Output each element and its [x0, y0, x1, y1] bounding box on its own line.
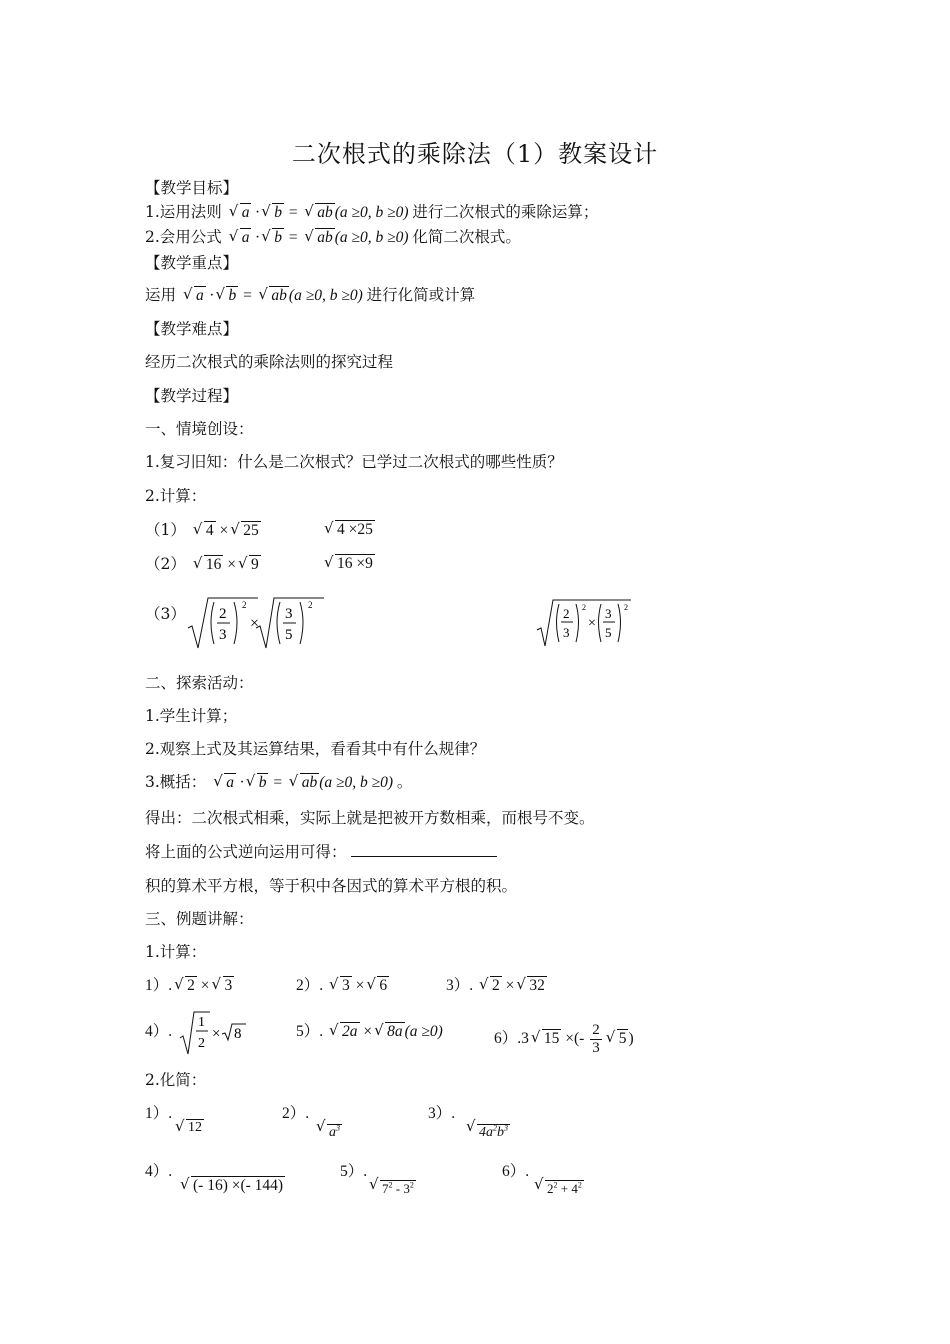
calc-item-3-right-expression: [535, 596, 635, 650]
calc-item-1-right: √ 4 ×25: [322, 520, 375, 540]
example-2: 2）. √ 3 ×√ 6: [296, 976, 389, 996]
simplify-2-label: 2）.: [282, 1105, 310, 1122]
key-line: [145, 285, 475, 306]
simplify-6-label: 6）.: [502, 1163, 530, 1180]
goal-2-text: 化简二次根式。: [412, 228, 521, 246]
calc-heading: 2.计算：: [145, 487, 207, 505]
part1-heading: 一、情境创设：: [145, 420, 254, 438]
svg-text:×: ×: [588, 616, 596, 631]
difficulty-heading: 【教学难点】: [145, 320, 239, 338]
svg-text:2: 2: [219, 606, 227, 622]
key-label: 运用: [145, 286, 177, 304]
step-2: 2.观察上式及其运算结果，看看其中有什么规律？: [145, 740, 486, 758]
svg-text:2: 2: [563, 606, 570, 621]
example-4-expression: [178, 1008, 248, 1056]
svg-text:3: 3: [605, 606, 612, 621]
simplify-3-label: 3）.: [428, 1105, 456, 1122]
svg-text:2: 2: [198, 1036, 205, 1051]
svg-text:2: 2: [242, 600, 247, 610]
svg-text:2: 2: [308, 600, 313, 610]
svg-text:×: ×: [250, 615, 260, 632]
part2-heading: 二、探索活动：: [145, 674, 254, 692]
part3-heading: 三、例题讲解：: [145, 910, 254, 928]
calc-item-2-right: √ 16 ×9: [322, 554, 375, 574]
calc-item-3-left-expression: [186, 592, 326, 652]
svg-text:8: 8: [234, 1026, 242, 1042]
simplify-4-label: 4）.: [145, 1163, 173, 1180]
formula-summary: √ a ·√ b = √ ab (a ≥0, b ≥0): [211, 774, 397, 791]
rule-text: 积的算术平方根，等于积中各因式的算术平方根的积。: [145, 877, 518, 895]
calc-item-2-label: （2）: [145, 555, 186, 573]
svg-text:1: 1: [198, 1015, 205, 1030]
simplify-3-expression: √ $4a^2b^3$: [464, 1118, 510, 1143]
simplify-4-expression: √ (- 16) ×(- 144): [178, 1176, 285, 1196]
step-3: 3.概括： √ a ·√ b = √ ab (a ≥0, b ≥0) 。: [145, 772, 412, 793]
goal-2-label: 2.会用公式: [145, 228, 222, 246]
calc-item-1: （1） √ 4 ×√ 25: [145, 520, 261, 541]
example-4-label: 4）.: [145, 1023, 173, 1040]
example-3: 3）. √ 2 ×√ 32: [446, 976, 547, 996]
example-1: 1）.√ 2 ×√ 3: [145, 976, 234, 996]
answer-blank: [351, 842, 497, 857]
simplify-5-label: 5）.: [340, 1163, 368, 1180]
svg-text:2: 2: [582, 603, 586, 612]
svg-text:×: ×: [212, 1026, 221, 1042]
svg-text:2: 2: [624, 603, 628, 612]
goal-heading: 【教学目标】: [145, 179, 239, 197]
key-heading: 【教学重点】: [145, 254, 239, 272]
svg-text:5: 5: [605, 625, 612, 640]
difficulty-text: 经历二次根式的乘除法则的探究过程: [145, 353, 394, 371]
page-title: 二次根式的乘除法（1）教案设计: [291, 140, 659, 168]
reverse-text: 将上面的公式逆向运用可得：: [145, 843, 347, 861]
goal-2-line: [145, 227, 521, 248]
step-1: 1.学生计算；: [145, 707, 238, 725]
simplify-5-expression: √ $7^2 - 3^2$: [367, 1176, 416, 1199]
example-calc-heading: 1.计算：: [145, 943, 207, 961]
formula-product-rule-2: √ a ·√ b = √ ab (a ≥0, b ≥0): [227, 229, 413, 246]
simplify-6-expression: √ $2^2 + 4^2$: [532, 1176, 584, 1199]
step-3-label: 3.概括：: [145, 773, 207, 791]
calc-item-1-label: （1）: [145, 521, 186, 539]
calc-item-3-label: （3）: [145, 605, 186, 623]
goal-1-text: 进行二次根式的乘除运算；: [412, 203, 599, 221]
formula-key: √ a ·√ b = √ ab (a ≥0, b ≥0): [181, 287, 367, 304]
svg-text:3: 3: [219, 627, 227, 643]
simplify-1-label: 1）.: [145, 1105, 173, 1122]
example-5: 5）. √ 2a ×√ 8a (a ≥0): [296, 1022, 443, 1042]
formula-product-rule: √ a ·√ b = √ ab (a ≥0, b ≥0): [227, 204, 413, 221]
simplify-1-expression: √ 12: [173, 1118, 204, 1138]
goal-1-line: [145, 202, 598, 223]
simplify-2-expression: √ $a^3$: [314, 1118, 342, 1143]
example-simplify-heading: 2.化简：: [145, 1071, 207, 1089]
conclusion-text: 得出：二次根式相乘，实际上就是把被开方数相乘，而根号不变。: [145, 809, 595, 827]
svg-text:5: 5: [285, 627, 293, 643]
svg-text:3: 3: [563, 625, 570, 640]
calc-item-2: （2） √ 16 ×√ 9: [145, 554, 261, 575]
review-question: 1.复习旧知：什么是二次根式？已学过二次根式的哪些性质？: [145, 453, 563, 471]
goal-1-label: 1.运用法则: [145, 203, 222, 221]
reverse-line: [145, 842, 497, 862]
svg-text:3: 3: [285, 606, 293, 622]
key-text: 进行化简或计算: [366, 286, 476, 304]
example-6: 6）.3√ 15 ×(- $\frac{2}{3}$ √ 5 ): [494, 1022, 634, 1057]
process-heading: 【教学过程】: [145, 387, 239, 405]
